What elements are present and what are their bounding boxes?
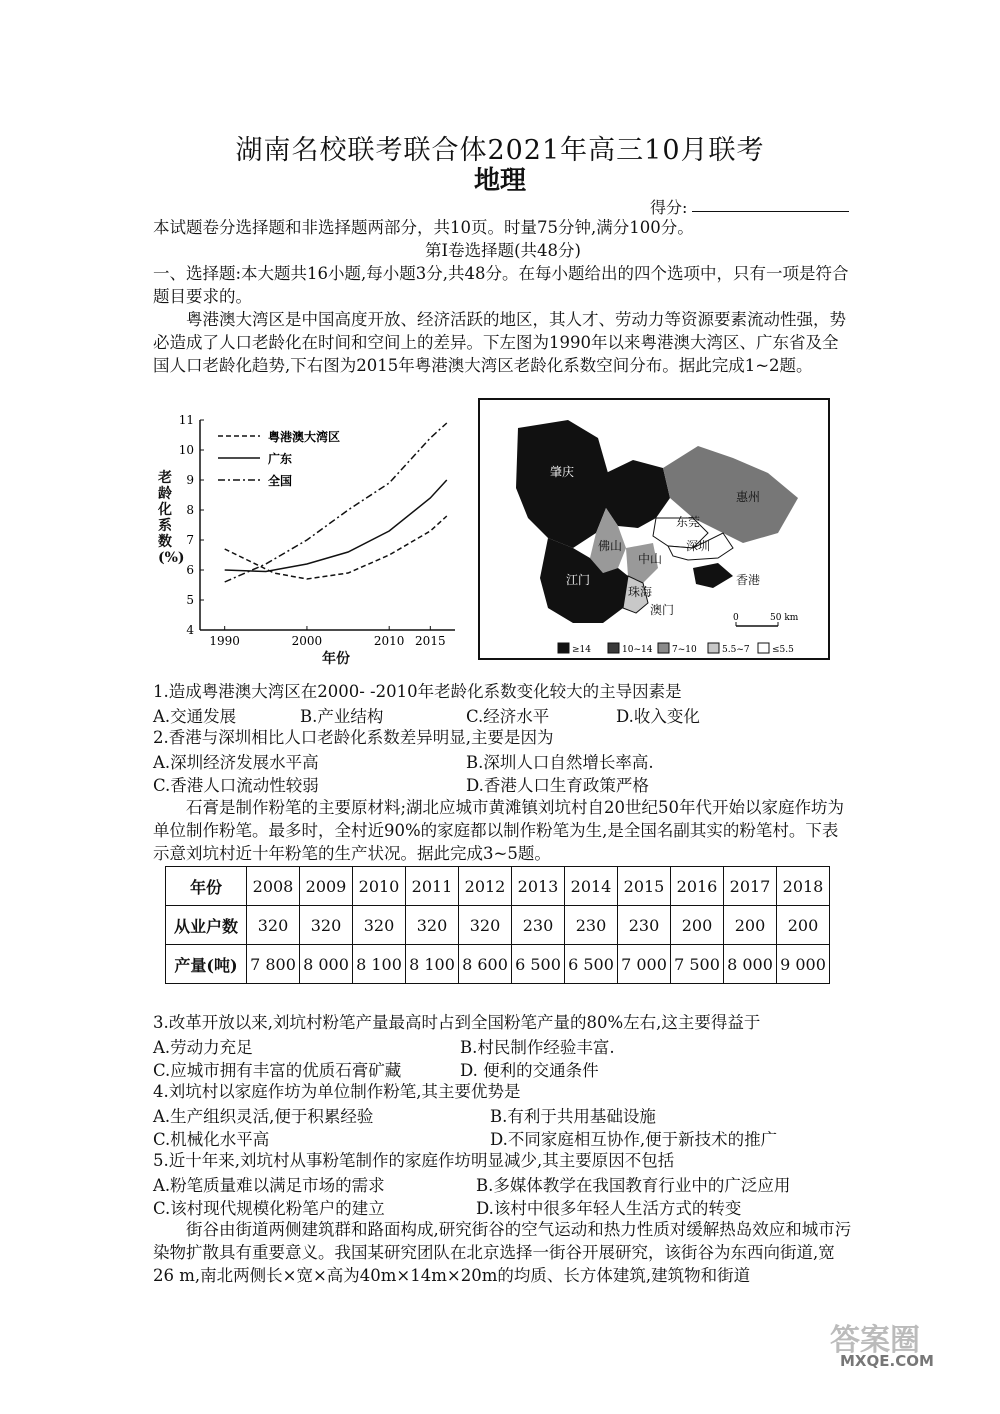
table-cell: 7 000	[618, 945, 671, 984]
q4-stem: 4.刘坑村以家庭作坊为单位制作粉笔,其主要优势是	[153, 1082, 521, 1101]
table-cell: 2009	[300, 867, 353, 906]
q3-option-b[interactable]: B.村民制作经验丰富.	[460, 1038, 615, 1057]
table-cell: 2015	[618, 867, 671, 906]
q1-stem: 1.造成粤港澳大湾区在2000- -2010年老龄化系数变化较大的主导因素是	[153, 682, 682, 701]
table-cell: 200	[777, 906, 830, 945]
chart-lines	[225, 423, 447, 582]
map-region-label: 佛山	[598, 539, 623, 553]
map-region-label: 中山	[638, 552, 663, 566]
score-label: 得分:	[650, 198, 688, 217]
map-scale-label: 50 km	[770, 613, 799, 623]
q4-option-c[interactable]: C.机械化水平高	[153, 1130, 270, 1149]
y-tick-label: 11	[178, 413, 194, 427]
chart-ylabel: 老龄化系数(%)	[158, 470, 185, 566]
table-cell: 6 500	[565, 945, 618, 984]
q4-option-d[interactable]: D.不同家庭相互协作,便于新技术的推广	[490, 1130, 778, 1149]
q1-option-d[interactable]: D.收入变化	[616, 707, 700, 726]
x-tick-label: 2010	[373, 634, 405, 648]
table-row	[166, 945, 830, 984]
table-cell: 230	[512, 906, 565, 945]
q3-option-a[interactable]: A.劳动力充足	[153, 1038, 253, 1057]
x-tick-label: 2015	[415, 634, 446, 648]
table-cell: 320	[406, 906, 459, 945]
map-legend-label: 7~10	[672, 645, 697, 655]
instructions: 一、选择题:本大题共16小题,每小题3分,共48分。在每小题给出的四个选项中，只有一项是符合题目要求的。	[153, 264, 849, 306]
legend-label: 粤港澳大湾区	[268, 430, 341, 444]
passage-1: 粤港澳大湾区是中国高度开放、经济活跃的地区，其人才、劳动力等资源要素流动性强，势必造成了人口老龄化在时间和空间上的差异。下左图为1990年以来粤港澳大湾区、广东省及全国人口老龄化趋势,下右图为2015年粤港澳大湾区老龄化系数空间分布。据此完成1~2题。	[153, 310, 846, 375]
exam-title: 湖南名校联考联合体2021年高三10月联考	[235, 135, 765, 166]
table-cell: 8 100	[406, 945, 459, 984]
legend-label: 全国	[268, 474, 293, 488]
y-tick-label: 9	[186, 473, 194, 487]
table-cell: 2012	[459, 867, 512, 906]
map-legend-swatch	[558, 643, 569, 653]
map-region-label: 东莞	[676, 515, 701, 529]
passage-3: 街谷由街道两侧建筑群和路面构成,研究街谷的空气运动和热力性质对缓解热岛效应和城市污染物扩散具有重要意义。我国某研究团队在北京选择一街谷开展研究，该街谷为东西向街道,宽26 m,南北两侧长×宽×高为40m×14m×20m的均质、长方体建筑,建筑物和街道	[153, 1220, 852, 1285]
q2-option-b[interactable]: B.深圳人口自然增长率高.	[466, 753, 654, 772]
chart-xlabel: 年份	[322, 651, 350, 667]
map-region-label: 珠海	[628, 585, 653, 599]
map-legend-swatch	[758, 643, 769, 653]
section-heading: 第Ⅰ卷选择题(共48分)	[425, 241, 581, 260]
table-cell: 2008	[247, 867, 300, 906]
table-cell: 8 600	[459, 945, 512, 984]
exam-subject: 地理	[473, 166, 526, 196]
table-cell: 8 100	[353, 945, 406, 984]
series-line-1	[225, 480, 447, 572]
table-cell: 8 000	[724, 945, 777, 984]
table-cell: 2013	[512, 867, 565, 906]
q1-option-b[interactable]: B.产业结构	[300, 707, 384, 726]
q4-option-b[interactable]: B.有利于共用基础设施	[490, 1107, 656, 1126]
table-cell: 9 000	[777, 945, 830, 984]
table-cell: 320	[353, 906, 406, 945]
chart-legend	[218, 429, 340, 488]
table-cell: 2011	[406, 867, 459, 906]
map-scale-zero: 0	[733, 613, 739, 623]
table-cell: 320	[247, 906, 300, 945]
q1-option-a[interactable]: A.交通发展	[153, 707, 237, 726]
table-cell: 320	[459, 906, 512, 945]
table-cell: 2018	[777, 867, 830, 906]
x-tick-label: 1990	[209, 634, 240, 648]
table-cell: 200	[671, 906, 724, 945]
map-legend-label: ≥14	[572, 645, 591, 655]
q2-stem: 2.香港与深圳相比人口老龄化系数差异明显,主要是因为	[153, 728, 554, 747]
table-cell: 2016	[671, 867, 724, 906]
q5-option-b[interactable]: B.多媒体教学在我国教育行业中的广泛应用	[476, 1176, 791, 1195]
table-row	[166, 906, 830, 945]
x-tick-label: 2000	[291, 634, 323, 648]
map-region-label: 肇庆	[550, 465, 575, 479]
score-blank	[692, 211, 849, 212]
q4-option-a[interactable]: A.生产组织灵活,便于积累经验	[153, 1107, 374, 1126]
aging-distribution-map	[478, 398, 830, 660]
table-cell: 320	[300, 906, 353, 945]
y-tick-label: 4	[186, 623, 194, 637]
q3-option-d[interactable]: D. 便利的交通条件	[460, 1061, 599, 1080]
y-tick-label: 5	[186, 593, 194, 607]
watermark-brand: 答案圈	[830, 1323, 920, 1358]
aging-trend-chart	[150, 408, 460, 673]
table-cell: 7 500	[671, 945, 724, 984]
series-line-2	[225, 423, 447, 582]
y-tick-label: 7	[186, 533, 194, 547]
q2-option-a[interactable]: A.深圳经济发展水平高	[153, 753, 319, 772]
y-tick-label: 8	[186, 503, 194, 517]
table-cell: 2014	[565, 867, 618, 906]
table-cell: 2010	[353, 867, 406, 906]
y-tick-label: 10	[178, 443, 194, 457]
q5-option-a[interactable]: A.粉笔质量难以满足市场的需求	[153, 1176, 385, 1195]
q5-option-c[interactable]: C.该村现代规模化粉笔户的建立	[153, 1199, 385, 1218]
map-legend-label: ≤5.5	[772, 645, 794, 655]
q3-option-c[interactable]: C.应城市拥有丰富的优质石膏矿藏	[153, 1061, 402, 1080]
series-line-0	[225, 516, 447, 579]
exam-info: 本试题卷分选择题和非选择题两部分，共10页。时量75分钟,满分100分。	[153, 218, 694, 237]
table-cell: 2017	[724, 867, 777, 906]
map-region-label: 惠州	[736, 490, 761, 504]
map-legend-label: 10~14	[622, 645, 653, 655]
map-legend-swatch	[658, 643, 669, 653]
table-cell: 230	[618, 906, 671, 945]
map-region-label: 深圳	[686, 539, 711, 553]
table-cell: 7 800	[247, 945, 300, 984]
q5-stem: 5.近十年来,刘坑村从事粉笔制作的家庭作坊明显减少,其主要原因不包括	[153, 1151, 675, 1170]
map-region-label: 澳门	[650, 603, 675, 617]
map-legend-label: 5.5~7	[722, 645, 750, 655]
table-row	[166, 867, 830, 906]
q2-option-c[interactable]: C.香港人口流动性较弱	[153, 776, 319, 795]
passage-2: 石膏是制作粉笔的主要原材料;湖北应城市黄滩镇刘坑村自20世纪50年代开始以家庭作坊为单位制作粉笔。最多时，全村近90%的家庭都以制作粉笔为生,是全国名副其实的粉笔村。下表示意刘坑村近十年粉笔的生产状况。据此完成3~5题。	[153, 798, 845, 863]
table-cell: 230	[565, 906, 618, 945]
map-region-label: 香港	[736, 573, 761, 587]
watermark-site: MXQE.COM	[840, 1352, 934, 1370]
q1-option-c[interactable]: C.经济水平	[466, 707, 550, 726]
row-header: 年份	[166, 867, 247, 906]
table-cell: 200	[724, 906, 777, 945]
map-legend-swatch	[708, 643, 719, 653]
legend-label: 广东	[268, 452, 293, 466]
chalk-production-table	[165, 866, 830, 984]
map-region-label: 江门	[566, 573, 591, 587]
map-legend-swatch	[608, 643, 619, 653]
row-header: 产量(吨)	[166, 945, 247, 984]
row-header: 从业户数	[166, 906, 247, 945]
table-cell: 6 500	[512, 945, 565, 984]
q3-stem: 3.改革开放以来,刘坑村粉笔产量最高时占到全国粉笔产量的80%左右,这主要得益于	[153, 1013, 761, 1032]
table-cell: 8 000	[300, 945, 353, 984]
chart-axes	[179, 413, 455, 648]
q2-option-d[interactable]: D.香港人口生育政策严格	[466, 776, 649, 795]
y-tick-label: 6	[186, 563, 194, 577]
q5-option-d[interactable]: D.该村中很多年轻人生活方式的转变	[476, 1199, 742, 1218]
